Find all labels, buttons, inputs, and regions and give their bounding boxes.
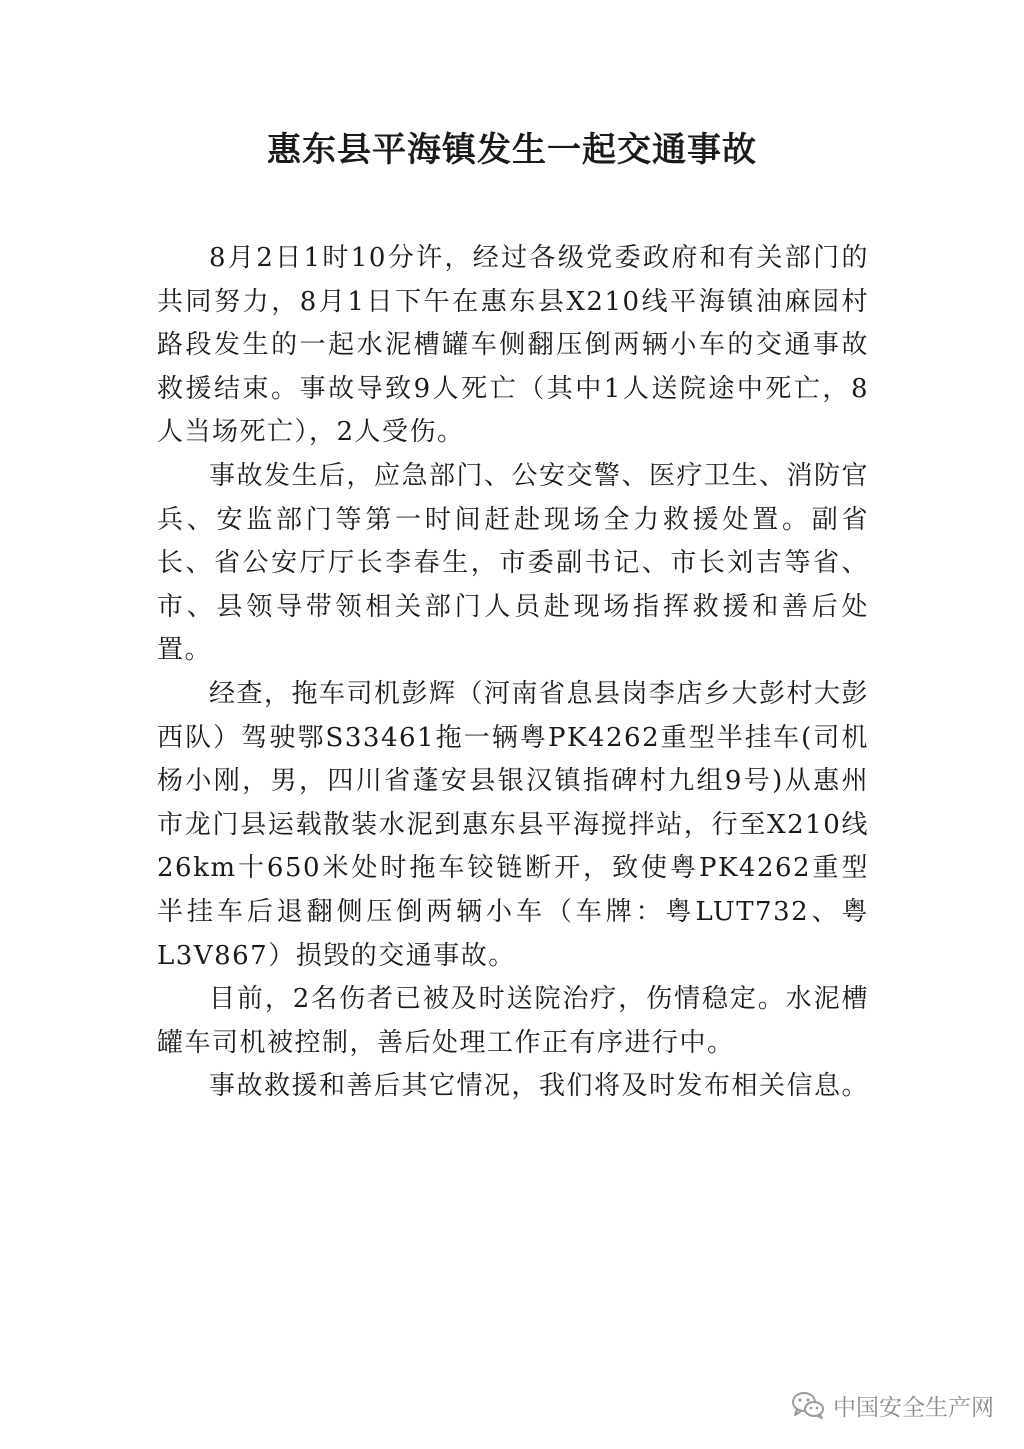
paragraph-3: 经查，拖车司机彭辉（河南省息县岗李店乡大彭村大彭西队）驾驶鄂S33461拖一辆粤PK4262重型半挂车(司机杨小刚，男，四川省蓬安县银汉镇指碑村九组9号)从惠州市龙门县运载散装水泥到惠东县平海搅拌站，行至X210线26km十650米处时拖车铰链断开，致使粤PK4262重型半挂车后退翻侧压倒两辆小车（车牌：粤LUT732、粤L3V867）损毁的交通事故。 [157, 678, 870, 971]
paragraph-5: 事故救援和善后其它情况，我们将及时发布相关信息。 [209, 1071, 870, 1102]
paragraph-2: 事故发生后，应急部门、公安交警、医疗卫生、消防官兵、安监部门等第一时间赶赴现场全力救援处置。副省长、省公安厅厅长李春生，市委副书记、市长刘吉等省、市、县领导带领相关部门人员赴现场指挥救援和善后处置。 [157, 460, 870, 666]
article-body [157, 237, 869, 1109]
page-title: 惠东县平海镇发生一起交通事故 [267, 130, 757, 170]
watermark-text: 中国安全生产网 [833, 1394, 994, 1421]
paragraph-4: 目前，2名伤者已被及时送院治疗，伤情稳定。水泥槽罐车司机被控制，善后处理工作正有序进行中。 [157, 984, 869, 1058]
paragraph-1: 8月2日1时10分许，经过各级党委政府和有关部门的共同努力，8月1日下午在惠东县X210线平海镇油麻园村路段发生的一起水泥槽罐车侧翻压倒两辆小车的交通事故救援结束。事故导致9人死亡（其中1人送院途中死亡，8人当场死亡），2人受伤。 [157, 243, 869, 448]
source-watermark [791, 1385, 994, 1425]
wechat-icon [791, 1390, 825, 1420]
